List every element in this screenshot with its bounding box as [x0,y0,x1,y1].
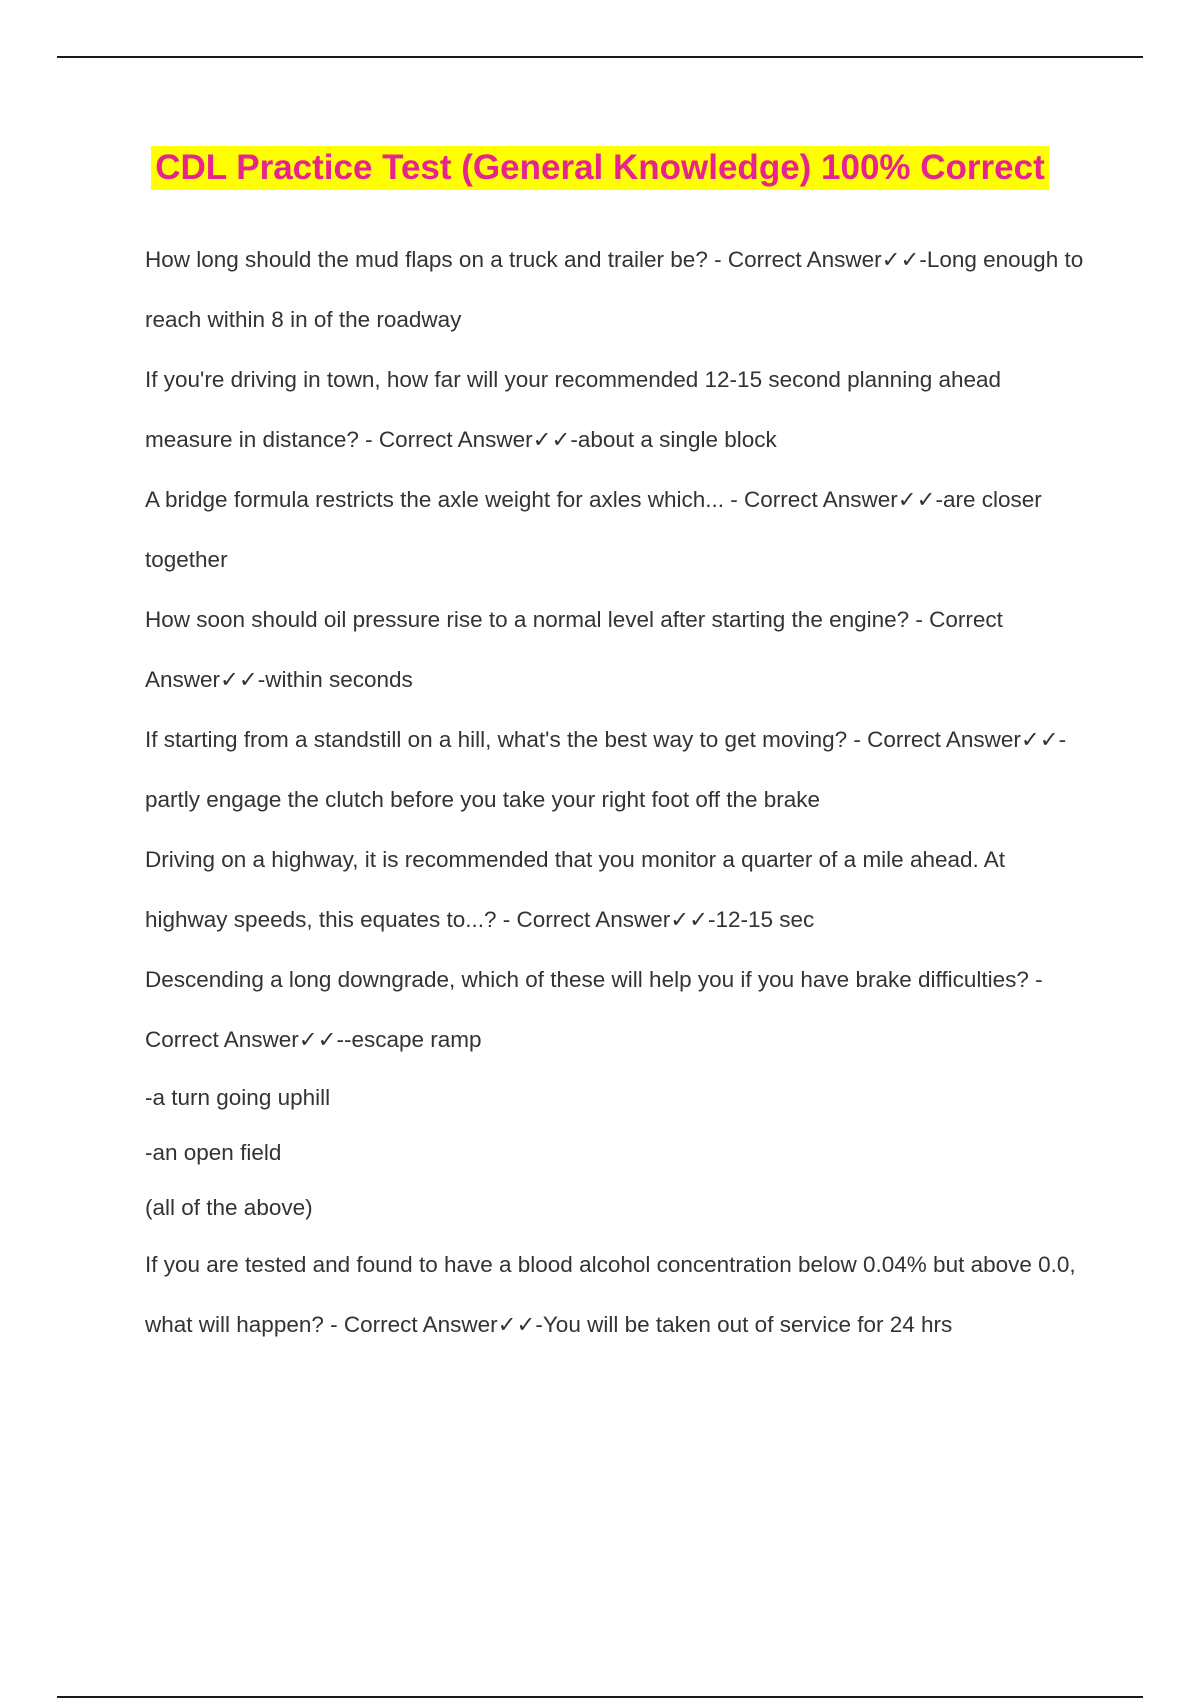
document-title: CDL Practice Test (General Knowledge) 100% Correct [151,146,1049,190]
qa-entry: Driving on a highway, it is recommended that you monitor a quarter of a mile ahead. At highway speeds, this equates to...? - Correct Answer✓✓-12-15 sec [145,847,1006,932]
answer-option: -a turn going uphill [145,1085,331,1110]
title-container [0,146,1200,190]
qa-entry: How long should the mud flaps on a truck and trailer be? - Correct Answer✓✓-Long enough to reach within 8 in of the roadway [145,247,1084,332]
qa-entry: If you're driving in town, how far will your recommended 12-15 second planning ahead measure in distance? - Correct Answer✓✓-about a single block [145,367,1002,452]
qa-entry: A bridge formula restricts the axle weight for axles which... - Correct Answer✓✓-are closer together [145,487,1042,572]
qa-entry: If you are tested and found to have a blood alcohol concentration below 0.04% but above 0.0, what will happen? - Correct Answer✓✓-You will be taken out of service for 24 hrs [145,1252,1076,1337]
bottom-rule [57,1696,1143,1698]
answer-option: -an open field [145,1140,282,1165]
qa-entry: Descending a long downgrade, which of these will help you if you have brake difficulties? - Correct Answer✓✓--escape ramp [145,967,1043,1052]
top-rule [57,56,1143,58]
qa-entry: How soon should oil pressure rise to a normal level after starting the engine? - Correct Answer✓✓-within seconds [145,607,1003,692]
qa-entry: If starting from a standstill on a hill, what's the best way to get moving? - Correct Answer✓✓-partly engage the clutch before you take your right foot off the brake [145,727,1067,812]
answer-option: (all of the above) [145,1195,313,1220]
document-body [145,230,1085,1355]
